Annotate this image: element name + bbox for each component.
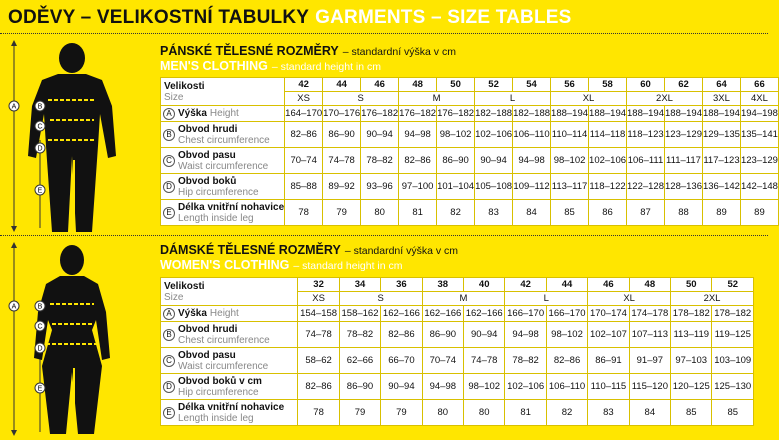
measurement-badge: E xyxy=(163,407,175,419)
value-cell: 188–194 xyxy=(627,106,665,122)
size-letter-cell: 2XL xyxy=(627,92,703,106)
value-cell: 82–86 xyxy=(546,348,587,374)
value-cell: 166–170 xyxy=(546,306,587,322)
value-cell: 162–166 xyxy=(422,306,463,322)
value-cell: 90–94 xyxy=(381,374,422,400)
size-number-cell: 62 xyxy=(665,78,703,92)
value-cell: 93–96 xyxy=(361,174,399,200)
women-title-cz-sub: – standardní výška v cm xyxy=(344,245,459,257)
size-letter-cell: L xyxy=(475,92,551,106)
size-number-cell: 32 xyxy=(298,278,339,292)
measurement-name-en: Chest circumference xyxy=(178,334,270,346)
value-cell: 154–158 xyxy=(298,306,339,322)
size-letter-cell: XS xyxy=(298,292,339,306)
value-cell: 97–100 xyxy=(399,174,437,200)
size-letter-cell: S xyxy=(339,292,422,306)
women-title-en-sub: – standard height in cm xyxy=(293,260,403,272)
value-cell: 125–130 xyxy=(712,374,754,400)
value-cell: 106–110 xyxy=(513,122,551,148)
measurement-name-cz: Obvod boků v cm xyxy=(178,375,262,387)
value-cell: 111–117 xyxy=(665,148,703,174)
men-size-table xyxy=(160,77,779,226)
label-a: A xyxy=(11,303,17,311)
value-cell: 182–188 xyxy=(513,106,551,122)
value-cell: 82 xyxy=(437,200,475,226)
value-cell: 117–123 xyxy=(702,148,740,174)
size-number-cell: 36 xyxy=(381,278,422,292)
value-cell: 86–91 xyxy=(588,348,629,374)
women-title-cz: DÁMSKÉ TĚLESNÉ ROZMĚRY xyxy=(160,243,341,257)
value-cell: 85 xyxy=(671,400,712,426)
value-cell: 176–182 xyxy=(399,106,437,122)
measurement-name-cz: Obvod pasu xyxy=(178,349,236,361)
label-e: E xyxy=(37,187,43,195)
value-cell: 118–123 xyxy=(627,122,665,148)
size-number-cell: 44 xyxy=(546,278,587,292)
value-cell: 82 xyxy=(546,400,587,426)
value-cell: 85 xyxy=(551,200,589,226)
divider xyxy=(0,33,768,34)
value-cell: 110–114 xyxy=(551,122,589,148)
value-cell: 70–74 xyxy=(422,348,463,374)
value-cell: 102–106 xyxy=(505,374,546,400)
value-cell: 90–94 xyxy=(361,122,399,148)
value-cell: 89 xyxy=(740,200,778,226)
value-cell: 89–92 xyxy=(323,174,361,200)
value-cell: 86–90 xyxy=(339,374,380,400)
value-cell: 120–125 xyxy=(671,374,712,400)
value-cell: 85 xyxy=(712,400,754,426)
table-row xyxy=(161,374,754,400)
value-cell: 85–88 xyxy=(285,174,323,200)
measurement-name-cz: Obvod boků xyxy=(178,175,237,187)
value-cell: 182–188 xyxy=(475,106,513,122)
size-number-cell: 50 xyxy=(671,278,712,292)
value-cell: 86–90 xyxy=(323,122,361,148)
table-row xyxy=(161,306,754,322)
value-cell: 123–129 xyxy=(740,148,778,174)
value-cell: 123–129 xyxy=(665,122,703,148)
measurement-label-cell xyxy=(161,400,298,426)
label-b: B xyxy=(37,303,43,311)
value-cell: 128–136 xyxy=(665,174,703,200)
measurement-label-cell xyxy=(161,174,285,200)
value-cell: 102–106 xyxy=(589,148,627,174)
value-cell: 79 xyxy=(323,200,361,226)
value-cell: 80 xyxy=(361,200,399,226)
size-letter-cell: XL xyxy=(588,292,671,306)
value-cell: 162–166 xyxy=(464,306,505,322)
size-number-cell: 54 xyxy=(513,78,551,92)
size-label: Velikosti xyxy=(164,80,205,92)
measurement-name-en: Chest circumference xyxy=(178,134,270,146)
value-cell: 86 xyxy=(589,200,627,226)
value-cell: 119–125 xyxy=(712,322,754,348)
label-b: B xyxy=(37,103,43,111)
value-cell: 79 xyxy=(339,400,380,426)
label-c: C xyxy=(37,323,43,331)
value-cell: 106–110 xyxy=(546,374,587,400)
value-cell: 78–82 xyxy=(339,322,380,348)
size-number-cell: 48 xyxy=(399,78,437,92)
value-cell: 89 xyxy=(702,200,740,226)
table-row xyxy=(161,106,779,122)
measurement-name-en: Length inside leg xyxy=(178,212,254,224)
size-number-cell: 50 xyxy=(437,78,475,92)
value-cell: 82–86 xyxy=(285,122,323,148)
measurement-badge: A xyxy=(163,308,175,320)
label-e: E xyxy=(37,385,43,393)
measurement-name-cz: Délka vnitřní nohavice xyxy=(178,201,285,213)
header-title-cz: ODĚVY – VELIKOSTNÍ TABULKY xyxy=(8,7,310,28)
measurement-name-en: Hip circumference xyxy=(178,386,259,398)
size-number-cell: 38 xyxy=(422,278,463,292)
size-letter-cell: 2XL xyxy=(671,292,754,306)
measurement-badge: C xyxy=(163,355,175,367)
value-cell: 136–142 xyxy=(702,174,740,200)
male-figure xyxy=(0,36,160,234)
value-cell: 164–170 xyxy=(285,106,323,122)
size-letter-cell: S xyxy=(323,92,399,106)
value-cell: 113–119 xyxy=(671,322,712,348)
value-cell: 166–170 xyxy=(505,306,546,322)
value-cell: 188–194 xyxy=(589,106,627,122)
size-letter-cell: XL xyxy=(551,92,627,106)
value-cell: 188–194 xyxy=(702,106,740,122)
value-cell: 80 xyxy=(422,400,463,426)
value-cell: 98–102 xyxy=(546,322,587,348)
measurement-badge: B xyxy=(163,129,175,141)
value-cell: 109–112 xyxy=(513,174,551,200)
value-cell: 170–176 xyxy=(323,106,361,122)
label-c: C xyxy=(37,123,43,131)
measurement-name-cz: Obvod pasu xyxy=(178,149,236,161)
value-cell: 94–98 xyxy=(399,122,437,148)
value-cell: 74–78 xyxy=(323,148,361,174)
value-cell: 78 xyxy=(285,200,323,226)
measurement-label-cell xyxy=(161,200,285,226)
header-title-en: GARMENTS – SIZE TABLES xyxy=(315,7,572,28)
measurement-label-cell xyxy=(161,122,285,148)
size-number-cell: 52 xyxy=(712,278,754,292)
value-cell: 101–104 xyxy=(437,174,475,200)
size-label-cell xyxy=(161,278,298,306)
size-number-cell: 46 xyxy=(361,78,399,92)
measurement-name-cz: Délka vnitřní nohavice xyxy=(178,401,285,413)
value-cell: 74–78 xyxy=(464,348,505,374)
value-cell: 97–103 xyxy=(671,348,712,374)
value-cell: 80 xyxy=(464,400,505,426)
value-cell: 178–182 xyxy=(671,306,712,322)
value-cell: 176–182 xyxy=(361,106,399,122)
measurement-badge: E xyxy=(163,207,175,219)
value-cell: 94–98 xyxy=(513,148,551,174)
size-label: Velikosti xyxy=(164,280,205,292)
measurement-name-cz: Obvod hrudi xyxy=(178,123,238,135)
value-cell: 174–178 xyxy=(629,306,670,322)
value-cell: 106–111 xyxy=(627,148,665,174)
size-number-cell: 46 xyxy=(588,278,629,292)
measurement-name-cz: Výška xyxy=(178,308,207,319)
value-cell: 135–141 xyxy=(740,122,778,148)
value-cell: 81 xyxy=(505,400,546,426)
value-cell: 84 xyxy=(513,200,551,226)
value-cell: 94–98 xyxy=(505,322,546,348)
table-row xyxy=(161,322,754,348)
men-title-en: MEN'S CLOTHING xyxy=(160,59,268,73)
size-label-cell xyxy=(161,78,285,106)
measurement-label-cell xyxy=(161,306,298,322)
measurement-label-cell xyxy=(161,148,285,174)
value-cell: 82–86 xyxy=(381,322,422,348)
measurement-label-cell xyxy=(161,348,298,374)
value-cell: 98–102 xyxy=(551,148,589,174)
value-cell: 194–198 xyxy=(740,106,778,122)
value-cell: 188–194 xyxy=(551,106,589,122)
men-title-en-sub: – standard height in cm xyxy=(271,61,381,73)
size-label-en: Size xyxy=(164,291,184,303)
value-cell: 78 xyxy=(298,400,339,426)
divider xyxy=(0,235,768,236)
table-row xyxy=(161,122,779,148)
value-cell: 107–113 xyxy=(629,322,670,348)
measurement-name-en: Waist circumference xyxy=(178,160,269,172)
table-row xyxy=(161,200,779,226)
size-number-cell: 42 xyxy=(285,78,323,92)
size-number-cell: 58 xyxy=(589,78,627,92)
value-cell: 102–106 xyxy=(475,122,513,148)
value-cell: 66–70 xyxy=(381,348,422,374)
measurement-name-en: Height xyxy=(209,308,239,319)
size-letter-cell: L xyxy=(505,292,588,306)
value-cell: 122–128 xyxy=(627,174,665,200)
value-cell: 115–120 xyxy=(629,374,670,400)
table-row xyxy=(161,348,754,374)
value-cell: 129–135 xyxy=(702,122,740,148)
size-number-cell: 60 xyxy=(627,78,665,92)
women-section-title xyxy=(160,243,458,272)
value-cell: 114–118 xyxy=(589,122,627,148)
value-cell: 158–162 xyxy=(339,306,380,322)
size-letter-cell: M xyxy=(422,292,505,306)
value-cell: 110–115 xyxy=(588,374,629,400)
size-number-cell: 64 xyxy=(702,78,740,92)
size-number-cell: 56 xyxy=(551,78,589,92)
value-cell: 103–109 xyxy=(712,348,754,374)
measurement-name-cz: Obvod hrudi xyxy=(178,323,238,335)
men-title-cz: PÁNSKÉ TĚLESNÉ ROZMĚRY xyxy=(160,44,339,58)
size-number-cell: 48 xyxy=(629,278,670,292)
female-silhouette-icon xyxy=(0,238,160,438)
label-d: D xyxy=(37,145,43,153)
size-number-cell: 52 xyxy=(475,78,513,92)
value-cell: 162–166 xyxy=(381,306,422,322)
value-cell: 81 xyxy=(399,200,437,226)
measurement-name-en: Waist circumference xyxy=(178,360,269,372)
measurement-badge: A xyxy=(163,108,175,120)
men-title-cz-sub: – standardní výška v cm xyxy=(342,46,456,58)
value-cell: 94–98 xyxy=(422,374,463,400)
size-letter-cell: M xyxy=(399,92,475,106)
value-cell: 142–148 xyxy=(740,174,778,200)
measurement-badge: D xyxy=(163,381,175,393)
value-cell: 74–78 xyxy=(298,322,339,348)
size-letter-cell: 4XL xyxy=(740,92,778,106)
value-cell: 83 xyxy=(475,200,513,226)
value-cell: 91–97 xyxy=(629,348,670,374)
value-cell: 88 xyxy=(665,200,703,226)
measurement-name-cz: Výška xyxy=(178,108,207,119)
value-cell: 70–74 xyxy=(285,148,323,174)
size-number-cell: 42 xyxy=(505,278,546,292)
page-header xyxy=(0,0,768,33)
table-row xyxy=(161,174,779,200)
value-cell: 188–194 xyxy=(665,106,703,122)
measurement-name-en: Height xyxy=(209,108,239,119)
measurement-name-en: Hip circumference xyxy=(178,186,259,198)
size-letter-cell: XS xyxy=(285,92,323,106)
value-cell: 86–90 xyxy=(422,322,463,348)
value-cell: 98–102 xyxy=(464,374,505,400)
label-a: A xyxy=(11,103,17,111)
value-cell: 98–102 xyxy=(437,122,475,148)
table-row xyxy=(161,148,779,174)
women-title-en: WOMEN'S CLOTHING xyxy=(160,258,290,272)
table-row xyxy=(161,400,754,426)
value-cell: 86–90 xyxy=(437,148,475,174)
value-cell: 90–94 xyxy=(475,148,513,174)
value-cell: 79 xyxy=(381,400,422,426)
value-cell: 102–107 xyxy=(588,322,629,348)
men-section-title xyxy=(160,44,456,73)
value-cell: 82–86 xyxy=(399,148,437,174)
value-cell: 78–82 xyxy=(505,348,546,374)
value-cell: 82–86 xyxy=(298,374,339,400)
size-number-cell: 34 xyxy=(339,278,380,292)
size-letter-cell: 3XL xyxy=(702,92,740,106)
value-cell: 170–174 xyxy=(588,306,629,322)
measurement-badge: C xyxy=(163,155,175,167)
measurement-label-cell xyxy=(161,374,298,400)
measurement-label-cell xyxy=(161,322,298,348)
value-cell: 176–182 xyxy=(437,106,475,122)
measurement-badge: B xyxy=(163,329,175,341)
value-cell: 83 xyxy=(588,400,629,426)
measurement-label-cell xyxy=(161,106,285,122)
measurement-badge: D xyxy=(163,181,175,193)
size-number-cell: 40 xyxy=(464,278,505,292)
value-cell: 84 xyxy=(629,400,670,426)
value-cell: 58–62 xyxy=(298,348,339,374)
women-size-table xyxy=(160,277,754,426)
size-number-cell: 44 xyxy=(323,78,361,92)
size-number-cell: 66 xyxy=(740,78,778,92)
female-figure xyxy=(0,238,160,438)
size-label-en: Size xyxy=(164,91,184,103)
value-cell: 118–122 xyxy=(589,174,627,200)
value-cell: 78–82 xyxy=(361,148,399,174)
value-cell: 87 xyxy=(627,200,665,226)
male-silhouette-icon xyxy=(0,36,160,234)
measurement-name-en: Length inside leg xyxy=(178,412,254,424)
value-cell: 105–108 xyxy=(475,174,513,200)
value-cell: 113–117 xyxy=(551,174,589,200)
value-cell: 62–66 xyxy=(339,348,380,374)
label-d: D xyxy=(37,345,43,353)
value-cell: 178–182 xyxy=(712,306,754,322)
value-cell: 90–94 xyxy=(464,322,505,348)
